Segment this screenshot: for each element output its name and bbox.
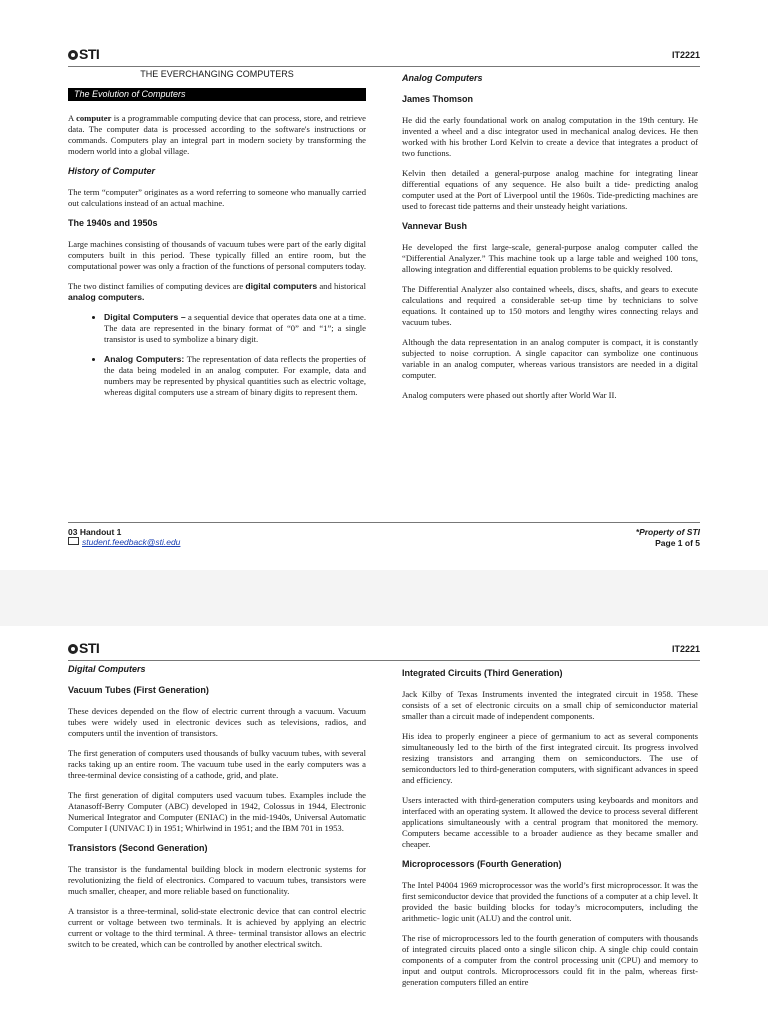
history-paragraph: The term “computer” originates as a word referring to someone who manually carried out calculations instead of an actual machine. [68,187,366,208]
era-heading: The 1940s and 1950s [68,218,158,228]
vacuum-paragraph-1: These devices depended on the flow of electric current through a vacuum. Vacuum tubes were widely used in electronic devices such as televisions, radios, and computers until the invention of transistors. [68,706,366,738]
vacuum-paragraph-3: The first generation of digital computers used vacuum tubes. Examples include the Atanasoff-Berry Computer (ABC) developed in 1942, Colossus in 1944, Electronic Numerical Integrator and Computer (ENIAC) in the mid-1940s, Universal Automatic Computer I (UNIVAC I) in 1951; Whirlwind in 1951; and the IBM 701 in 1953. [68,790,366,833]
right-column [402,668,698,997]
transistors-paragraph-2: A transistor is a three-terminal, solid-state electronic device that can control electric current or voltage between two terminals. It is achieved by applying an electric current or voltage to the third terminal. A three- terminal transistor allows an electric switch to be created, which can be controlled by another electrical switch. [68,906,366,949]
thomson-paragraph-2: Kelvin then detailed a general-purpose analog machine for integrating linear differential equations of any sequence. He also built a tide- predicting analog computer used at the Port of Liverpool until the 1960s. Tide-predicting machines are used to forecast tide patterns and their unsteady height variations. [402,168,698,211]
transistors-heading: Transistors (Second Generation) [68,843,208,853]
page-2 [0,626,768,1024]
bush-heading: Vannevar Bush [402,221,468,231]
bush-paragraph-2: The Differential Analyzer also contained wheels, discs, shafts, and gears to execute calculations and required a considerable set-up time by technicians to solve equations. It contained up to 150 motors and lengthy wires connecting relays and vacuum tubes. [402,284,698,327]
era-paragraph: Large machines consisting of thousands of vacuum tubes were part of the early digital computers built in this period. These typically filled an entire room, but the computational power was only a fraction of the functions of personal computers today. [68,239,366,271]
bush-paragraph-3: Although the data representation in an analog computer is compact, it is constantly subjected to noise corruption. A single capacitor can symbolize one continuous variable in an analog computer, whereas various transistors are needed in a digital computer. [402,337,698,380]
page-gap [0,570,768,626]
bush-paragraph-4: Analog computers were phased out shortly after World War II. [402,390,617,400]
ic-paragraph-1: Jack Kilby of Texas Instruments invented the integrated circuit in 1958. These consists of a set of electronic circuits on a small chip of semiconductor material smaller than a circuit made of independent components. [402,689,698,721]
ic-heading: Integrated Circuits (Third Generation) [402,668,563,678]
feedback-email-link[interactable]: student.feedback@sti.edu [82,537,181,547]
page-footer [68,522,700,547]
left-column [68,69,366,407]
right-column [402,73,698,410]
history-heading: History of Computer [68,166,156,176]
analog-heading: Analog Computers [402,73,483,83]
intro-paragraph: A computer is a programmable computing device that can process, store, and retrieve data. The computer data is processed according to the software's instructions or commands. Computers play an integral part in modern society by transforming the modern world into a global village. [68,113,366,156]
microprocessors-paragraph-2: The rise of microprocessors led to the fourth generation of computers with thousands of integrated circuits placed onto a single silicon chip. A single chip could contain components of a computer from the control processing unit (CPU) and memory to input and output controls. Microprocessors could fit in the palm, whereas first-generation computers filled an entire [402,933,698,987]
vacuum-paragraph-2: The first generation of computers used thousands of bulky vacuum tubes, with several racks taking up an entire room. The vacuum tube used in the early computers was a three-terminal device consisting of a cathode, grid, and plate. [68,748,366,780]
vacuum-tubes-heading: Vacuum Tubes (First Generation) [68,685,209,695]
logo-mark-icon [68,50,78,60]
property-label: *Property of STI [635,527,700,537]
thomson-heading: James Thomson [402,94,474,104]
microprocessors-paragraph-1: The Intel P4004 1969 microprocessor was the world’s first microprocessor. It was the first semiconductor device that provided the functions of a computer at a chip level. It provided the basic building blocks for today’s microcomputers, including the arithmetic- logic unit (ALU) and the control unit. [402,880,698,923]
handout-label: 03 Handout 1 [68,527,122,537]
page-header [68,638,700,661]
left-column [68,664,366,959]
ic-paragraph-3: Users interacted with third-generation computers using keyboards and monitors and interfaced with an operating system. It allowed the device to process several different applications simultaneously with a central program that monitored the memory. Computers became accessible to a broader audience as they became smaller and cheaper. [402,795,698,849]
list-item: • Digital Computers – a sequential device that operates data one at a time. The data are represented in the binary format of “0” and “1”; a single transistor is used to symbolize a binary digit. [104,312,366,345]
sti-logo: STI [68,46,99,62]
bush-paragraph-1: He developed the first large-scale, general-purpose analog computer called the “Differential Analyzer.” This machine took up a large table and weighed 100 tons, allowing integration and differential equation problems to be quickly resolved. [402,242,698,274]
transistors-paragraph-1: The transistor is the fundamental building block in modern electronic systems for revolutionizing the field of electronics. Compared to vacuum tubes, transistors were much smaller, cheaper, and more reliable based on functionality. [68,864,366,896]
document-title: THE EVERCHANGING COMPUTERS [140,69,294,79]
list-item: • Analog Computers: The representation of data reflects the properties of the data being modeled in an analog computer. For example, data and numbers may be represented by physical quantities such as electric voltage, whereas digital computers use a stream of binary digits to represent them. [104,354,366,398]
page-header [68,44,700,67]
sti-logo: STI [68,640,99,656]
section-bar: The Evolution of Computers [68,88,366,101]
page-number: Page 1 of 5 [655,538,700,548]
footer-right [636,527,700,549]
course-code: IT2221 [671,644,700,654]
course-code: IT2221 [671,50,700,60]
thomson-paragraph-1: He did the early foundational work on analog computation in the 19th century. He invented a wheel and a disc integrator used in mechanical analog devices. He then worked with his brother Lord Kelvin to create a device that integrates a product of two functions. [402,115,698,158]
families-paragraph: The two distinct families of computing devices are digital computers and historical analog computers. [68,281,367,302]
logo-mark-icon [68,644,78,654]
microprocessors-heading: Microprocessors (Fourth Generation) [402,859,562,869]
email-icon [68,537,79,545]
digital-heading: Digital Computers [68,664,146,674]
families-list [68,312,366,398]
ic-paragraph-2: His idea to properly engineer a piece of germanium to act as several components simultaneously led to the birth of the first integrated circuit. Its progress involved resizing transistors and arranging them on semiconductors. The use of semiconductors led to third-generation computers, with significant advances in speed and efficiency. [402,731,698,785]
